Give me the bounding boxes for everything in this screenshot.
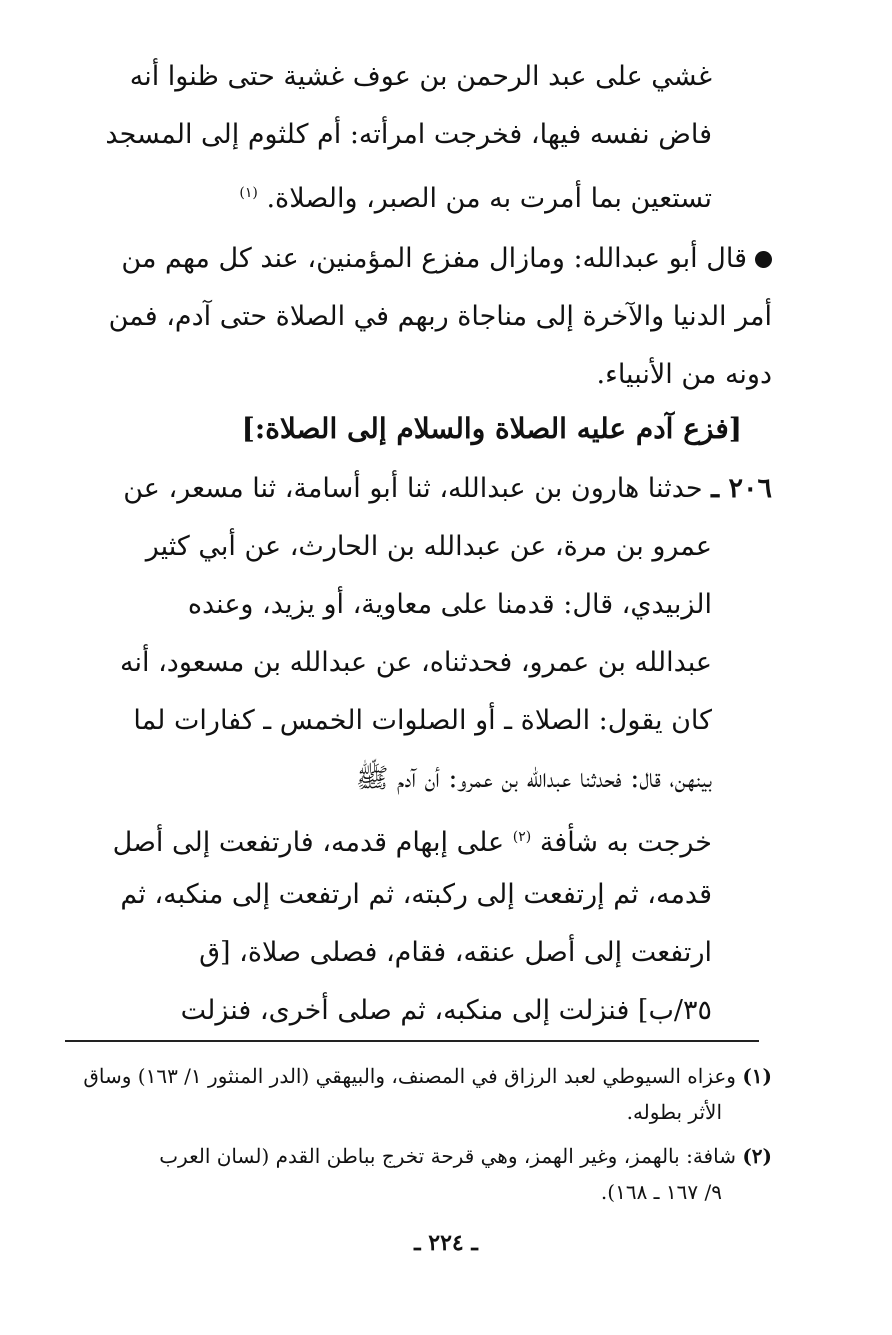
- hadith-line-7a: خرجت به شأفة: [539, 827, 712, 858]
- footnote-ref-1: (١): [239, 185, 258, 201]
- footnote-1-marker: (١): [742, 1064, 772, 1088]
- footnote-2-marker: (٢): [742, 1144, 772, 1168]
- hadith-line-5: كان يقول: الصلاة ـ أو الصلوات الخمس ـ كفارات لما: [133, 705, 712, 736]
- hadith-line-8: قدمه، ثم إرتفعت إلى ركبته، ثم ارتفعت إلى منكبه، ثم: [120, 879, 712, 910]
- intro-line-3: [239, 164, 712, 222]
- hadith-line-10: ٣٥/ب] فنزلت إلى منكبه، ثم صلى أخرى، فنزلت: [180, 995, 712, 1026]
- intro-line-3-text: تستعين بما أمرت به من الصبر، والصلاة.: [266, 183, 712, 214]
- footnote-1-text-1: وعزاه السيوطي لعبد الرزاق في المصنف، والبيهقي (الدر المنثور ١/ ١٦٣) وساق: [83, 1064, 736, 1088]
- footnote-2-text-1: شافة: بالهمز، وغير الهمز، وهي قرحة تخرج بباطن القدم (لسان العرب: [159, 1144, 736, 1168]
- para2-line-1-text: قال أبو عبدالله: ومازال مفزع المؤمنين، عند كل مهم من: [121, 243, 747, 274]
- hadith-line-3: الزبيدي، قال: قدمنا على معاوية، أو يزيد، وعنده: [187, 589, 712, 620]
- footnote-2-line-1: [159, 1138, 772, 1174]
- hadith-line-1: [123, 460, 772, 518]
- hadith-line-7: [113, 808, 712, 866]
- footnote-divider: [65, 1040, 759, 1042]
- footnote-ref-2: (٢): [512, 829, 532, 845]
- section-heading: [فزع آدم عليه الصلاة والسلام إلى الصلاة:]: [241, 412, 742, 445]
- para2-line-3: دونه من الأنبياء.: [596, 359, 772, 390]
- hadith-line-7b: على إبهام قدمه، فارتفعت إلى أصل: [112, 827, 505, 858]
- hadith-line-4: عبدالله بن عمرو، فحدثناه، عن عبدالله بن مسعود، أنه: [120, 647, 712, 678]
- footnote-2-line-2: ٩/ ١٦٧ ـ ١٦٨).: [600, 1180, 722, 1204]
- hadith-number: ٢٠٦ ـ: [711, 473, 772, 504]
- hadith-line-1-text: حدثنا هارون بن عبدالله، ثنا أبو أسامة، ثنا مسعر، عن: [123, 473, 703, 504]
- footnote-1-line-1: [83, 1058, 772, 1094]
- footnote-1-line-2: الأثر بطوله.: [626, 1100, 722, 1124]
- page-number: ـ ٢٢٤ ـ: [414, 1230, 478, 1256]
- hadith-line-9: ارتفعت إلى أصل عنقه، فقام، فصلى صلاة، [ق: [199, 937, 712, 968]
- intro-line-2: فاض نفسه فيها، فخرجت امرأته: أم كلثوم إلى المسجد: [105, 119, 712, 150]
- hadith-line-6: بينهن، قال: فحدثنا عبدالله بن عمرو: أن آدم ﷺ: [355, 763, 712, 794]
- bullet-icon: [755, 251, 772, 268]
- para2-line-1: [121, 230, 772, 288]
- intro-line-1: غشي على عبد الرحمن بن عوف غشية حتى ظنوا أنه: [129, 61, 712, 92]
- para2-line-2: أمر الدنيا والآخرة إلى مناجاة ربهم في الصلاة حتى آدم، فمن: [108, 301, 772, 332]
- hadith-line-2: عمرو بن مرة، عن عبدالله بن الحارث، عن أبي كثير: [145, 531, 712, 562]
